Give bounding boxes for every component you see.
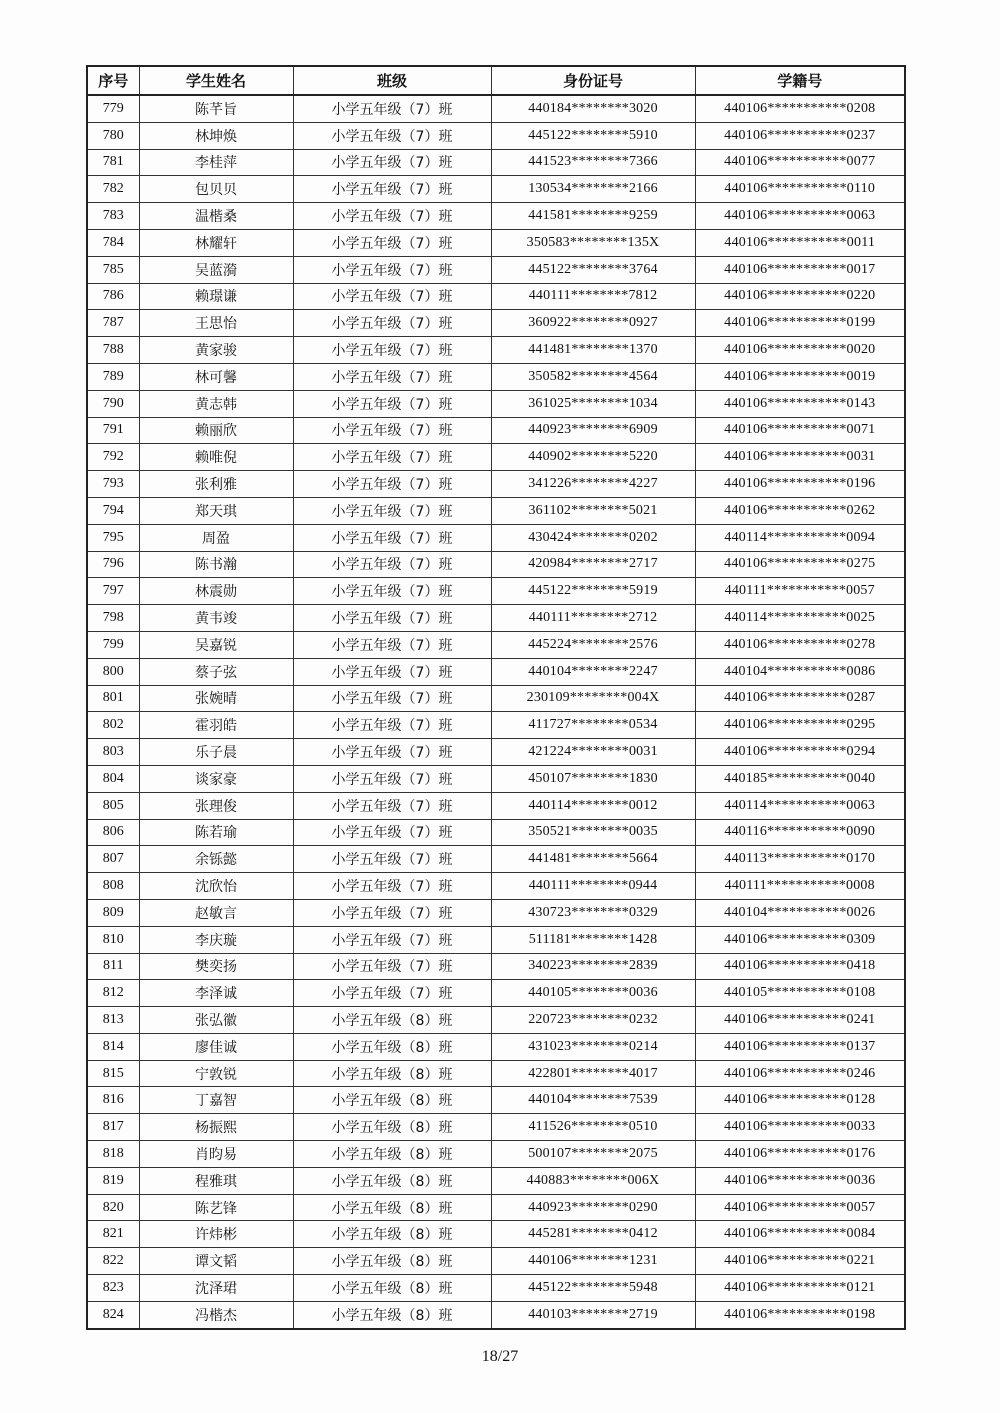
cell-serial-number: 790 — [87, 390, 139, 417]
cell-student-name: 杨振熙 — [139, 1114, 293, 1141]
cell-student-name: 张弘徽 — [139, 1007, 293, 1034]
header-student-registration-number: 学籍号 — [695, 66, 905, 95]
cell-serial-number: 793 — [87, 471, 139, 498]
cell-class: 小学五年级（7）班 — [293, 471, 491, 498]
table-row — [87, 1194, 905, 1221]
table-row — [87, 846, 905, 873]
cell-registration-number: 440106***********0137 — [695, 1033, 905, 1060]
table-row — [87, 1248, 905, 1275]
header-serial-number: 序号 — [87, 66, 139, 95]
cell-id-number: 440184********3020 — [491, 95, 695, 122]
cell-student-name: 谈家豪 — [139, 765, 293, 792]
table-row — [87, 1087, 905, 1114]
cell-registration-number: 440106***********0143 — [695, 390, 905, 417]
cell-class: 小学五年级（7）班 — [293, 765, 491, 792]
cell-class: 小学五年级（7）班 — [293, 953, 491, 980]
cell-id-number: 420984********2717 — [491, 551, 695, 578]
cell-serial-number: 779 — [87, 95, 139, 122]
cell-class: 小学五年级（7）班 — [293, 631, 491, 658]
cell-serial-number: 804 — [87, 765, 139, 792]
cell-class: 小学五年级（7）班 — [293, 203, 491, 230]
cell-id-number: 130534********2166 — [491, 176, 695, 203]
cell-registration-number: 440106***********0077 — [695, 149, 905, 176]
cell-student-name: 陈若瑜 — [139, 819, 293, 846]
cell-registration-number: 440185***********0040 — [695, 765, 905, 792]
cell-student-name: 赵敏言 — [139, 899, 293, 926]
cell-registration-number: 440106***********0019 — [695, 363, 905, 390]
cell-serial-number: 787 — [87, 310, 139, 337]
cell-class: 小学五年级（7）班 — [293, 578, 491, 605]
cell-registration-number: 440104***********0086 — [695, 658, 905, 685]
cell-class: 小学五年级（7）班 — [293, 229, 491, 256]
cell-student-name: 周盈 — [139, 524, 293, 551]
cell-serial-number: 811 — [87, 953, 139, 980]
cell-student-name: 包贝贝 — [139, 176, 293, 203]
cell-student-name: 王思怡 — [139, 310, 293, 337]
cell-serial-number: 822 — [87, 1248, 139, 1275]
cell-class: 小学五年级（7）班 — [293, 176, 491, 203]
table-row — [87, 792, 905, 819]
cell-id-number: 430424********0202 — [491, 524, 695, 551]
cell-serial-number: 810 — [87, 926, 139, 953]
cell-id-number: 431023********0214 — [491, 1033, 695, 1060]
table-row — [87, 765, 905, 792]
cell-serial-number: 785 — [87, 256, 139, 283]
cell-class: 小学五年级（8）班 — [293, 1167, 491, 1194]
cell-registration-number: 440106***********0221 — [695, 1248, 905, 1275]
cell-student-name: 赖丽欣 — [139, 417, 293, 444]
cell-registration-number: 440106***********0241 — [695, 1007, 905, 1034]
table-row — [87, 444, 905, 471]
cell-registration-number: 440114***********0025 — [695, 605, 905, 632]
cell-student-name: 郑天琪 — [139, 497, 293, 524]
cell-id-number: 220723********0232 — [491, 1007, 695, 1034]
header-student-name: 学生姓名 — [139, 66, 293, 95]
cell-student-name: 肖昀易 — [139, 1141, 293, 1168]
cell-serial-number: 781 — [87, 149, 139, 176]
table-row — [87, 926, 905, 953]
cell-serial-number: 802 — [87, 712, 139, 739]
table-row — [87, 122, 905, 149]
cell-serial-number: 799 — [87, 631, 139, 658]
cell-id-number: 511181********1428 — [491, 926, 695, 953]
cell-id-number: 440106********1231 — [491, 1248, 695, 1275]
table-row — [87, 256, 905, 283]
cell-registration-number: 440106***********0121 — [695, 1275, 905, 1302]
table-row — [87, 497, 905, 524]
cell-id-number: 445122********5919 — [491, 578, 695, 605]
cell-student-name: 宁敦锐 — [139, 1060, 293, 1087]
cell-student-name: 林可馨 — [139, 363, 293, 390]
cell-id-number: 441581********9259 — [491, 203, 695, 230]
cell-student-name: 樊奕扬 — [139, 953, 293, 980]
cell-serial-number: 783 — [87, 203, 139, 230]
cell-id-number: 500107********2075 — [491, 1141, 695, 1168]
cell-serial-number: 817 — [87, 1114, 139, 1141]
cell-id-number: 440111********2712 — [491, 605, 695, 632]
cell-id-number: 341226********4227 — [491, 471, 695, 498]
cell-serial-number: 795 — [87, 524, 139, 551]
cell-student-name: 乐子晨 — [139, 739, 293, 766]
cell-student-name: 陈书瀚 — [139, 551, 293, 578]
cell-registration-number: 440116***********0090 — [695, 819, 905, 846]
cell-registration-number: 440106***********0176 — [695, 1141, 905, 1168]
cell-registration-number: 440106***********0295 — [695, 712, 905, 739]
cell-serial-number: 805 — [87, 792, 139, 819]
cell-serial-number: 824 — [87, 1301, 139, 1328]
cell-id-number: 441481********5664 — [491, 846, 695, 873]
cell-student-name: 陈艺锋 — [139, 1194, 293, 1221]
cell-registration-number: 440106***********0057 — [695, 1194, 905, 1221]
cell-serial-number: 815 — [87, 1060, 139, 1087]
cell-id-number: 440111********0944 — [491, 873, 695, 900]
cell-student-name: 沈欣怡 — [139, 873, 293, 900]
cell-serial-number: 812 — [87, 980, 139, 1007]
cell-registration-number: 440106***********0208 — [695, 95, 905, 122]
cell-class: 小学五年级（8）班 — [293, 1087, 491, 1114]
cell-id-number: 440902********5220 — [491, 444, 695, 471]
cell-class: 小学五年级（7）班 — [293, 256, 491, 283]
table-row — [87, 953, 905, 980]
cell-id-number: 361025********1034 — [491, 390, 695, 417]
cell-serial-number: 798 — [87, 605, 139, 632]
cell-serial-number: 796 — [87, 551, 139, 578]
cell-id-number: 440883********006X — [491, 1167, 695, 1194]
cell-serial-number: 809 — [87, 899, 139, 926]
cell-student-name: 赖璟谦 — [139, 283, 293, 310]
cell-serial-number: 820 — [87, 1194, 139, 1221]
table-row — [87, 1221, 905, 1248]
table-row — [87, 1301, 905, 1328]
table-row — [87, 149, 905, 176]
header-row — [87, 66, 905, 95]
table-row — [87, 685, 905, 712]
cell-serial-number: 806 — [87, 819, 139, 846]
cell-student-name: 吴嘉锐 — [139, 631, 293, 658]
cell-registration-number: 440106***********0020 — [695, 337, 905, 364]
cell-registration-number: 440106***********0220 — [695, 283, 905, 310]
cell-student-name: 林坤焕 — [139, 122, 293, 149]
cell-id-number: 361102********5021 — [491, 497, 695, 524]
table-row — [87, 95, 905, 122]
cell-class: 小学五年级（7）班 — [293, 310, 491, 337]
cell-class: 小学五年级（7）班 — [293, 605, 491, 632]
cell-student-name: 余铄懿 — [139, 846, 293, 873]
cell-serial-number: 791 — [87, 417, 139, 444]
header-id-number: 身份证号 — [491, 66, 695, 95]
cell-id-number: 350582********4564 — [491, 363, 695, 390]
cell-registration-number: 440106***********0278 — [695, 631, 905, 658]
cell-student-name: 许炜彬 — [139, 1221, 293, 1248]
table-row — [87, 337, 905, 364]
cell-student-name: 霍羽皓 — [139, 712, 293, 739]
table-row — [87, 471, 905, 498]
cell-registration-number: 440106***********0071 — [695, 417, 905, 444]
cell-class: 小学五年级（7）班 — [293, 739, 491, 766]
table-row — [87, 390, 905, 417]
cell-serial-number: 786 — [87, 283, 139, 310]
cell-class: 小学五年级（7）班 — [293, 95, 491, 122]
header-class: 班级 — [293, 66, 491, 95]
table-row — [87, 1275, 905, 1302]
cell-class: 小学五年级（7）班 — [293, 899, 491, 926]
cell-class: 小学五年级（8）班 — [293, 1221, 491, 1248]
cell-id-number: 441523********7366 — [491, 149, 695, 176]
cell-id-number: 440114********0012 — [491, 792, 695, 819]
cell-id-number: 440104********2247 — [491, 658, 695, 685]
table-row — [87, 363, 905, 390]
cell-id-number: 411727********0534 — [491, 712, 695, 739]
cell-class: 小学五年级（8）班 — [293, 1275, 491, 1302]
cell-serial-number: 797 — [87, 578, 139, 605]
cell-class: 小学五年级（7）班 — [293, 390, 491, 417]
cell-registration-number: 440106***********0033 — [695, 1114, 905, 1141]
table-row — [87, 229, 905, 256]
student-roster-table — [86, 65, 906, 1330]
cell-id-number: 445122********3764 — [491, 256, 695, 283]
cell-class: 小学五年级（7）班 — [293, 792, 491, 819]
table-row — [87, 605, 905, 632]
cell-class: 小学五年级（8）班 — [293, 1301, 491, 1328]
cell-serial-number: 792 — [87, 444, 139, 471]
cell-serial-number: 794 — [87, 497, 139, 524]
cell-serial-number: 818 — [87, 1141, 139, 1168]
cell-registration-number: 440111***********0008 — [695, 873, 905, 900]
cell-registration-number: 440104***********0026 — [695, 899, 905, 926]
cell-class: 小学五年级（7）班 — [293, 819, 491, 846]
cell-class: 小学五年级（7）班 — [293, 873, 491, 900]
cell-serial-number: 800 — [87, 658, 139, 685]
cell-class: 小学五年级（7）班 — [293, 524, 491, 551]
cell-registration-number: 440106***********0275 — [695, 551, 905, 578]
cell-id-number: 440104********7539 — [491, 1087, 695, 1114]
cell-student-name: 张利雅 — [139, 471, 293, 498]
cell-registration-number: 440106***********0287 — [695, 685, 905, 712]
cell-id-number: 440103********2719 — [491, 1301, 695, 1328]
cell-id-number: 445281********0412 — [491, 1221, 695, 1248]
cell-student-name: 丁嘉智 — [139, 1087, 293, 1114]
table-row — [87, 1060, 905, 1087]
cell-class: 小学五年级（7）班 — [293, 846, 491, 873]
cell-registration-number: 440106***********0128 — [695, 1087, 905, 1114]
cell-class: 小学五年级（7）班 — [293, 363, 491, 390]
cell-registration-number: 440106***********0011 — [695, 229, 905, 256]
table-row — [87, 283, 905, 310]
cell-class: 小学五年级（7）班 — [293, 551, 491, 578]
table-row — [87, 176, 905, 203]
table-row — [87, 899, 905, 926]
cell-student-name: 林耀轩 — [139, 229, 293, 256]
cell-id-number: 440923********6909 — [491, 417, 695, 444]
cell-registration-number: 440106***********0017 — [695, 256, 905, 283]
cell-student-name: 林震勋 — [139, 578, 293, 605]
cell-registration-number: 440114***********0094 — [695, 524, 905, 551]
table-row — [87, 1007, 905, 1034]
cell-id-number: 450107********1830 — [491, 765, 695, 792]
cell-class: 小学五年级（7）班 — [293, 444, 491, 471]
table-row — [87, 1141, 905, 1168]
table-row — [87, 310, 905, 337]
cell-class: 小学五年级（7）班 — [293, 712, 491, 739]
cell-student-name: 冯楷杰 — [139, 1301, 293, 1328]
cell-student-name: 李桂萍 — [139, 149, 293, 176]
cell-id-number: 445224********2576 — [491, 631, 695, 658]
cell-serial-number: 808 — [87, 873, 139, 900]
cell-id-number: 445122********5948 — [491, 1275, 695, 1302]
table-row — [87, 524, 905, 551]
cell-id-number: 360922********0927 — [491, 310, 695, 337]
cell-class: 小学五年级（8）班 — [293, 1194, 491, 1221]
cell-student-name: 蔡子弦 — [139, 658, 293, 685]
cell-class: 小学五年级（7）班 — [293, 685, 491, 712]
cell-registration-number: 440106***********0084 — [695, 1221, 905, 1248]
cell-student-name: 温楷桑 — [139, 203, 293, 230]
table-row — [87, 1167, 905, 1194]
cell-class: 小学五年级（8）班 — [293, 1248, 491, 1275]
cell-serial-number: 782 — [87, 176, 139, 203]
cell-registration-number: 440106***********0036 — [695, 1167, 905, 1194]
table-row — [87, 578, 905, 605]
cell-student-name: 黄韦竣 — [139, 605, 293, 632]
cell-student-name: 赖唯倪 — [139, 444, 293, 471]
cell-class: 小学五年级（7）班 — [293, 337, 491, 364]
cell-student-name: 黄志韩 — [139, 390, 293, 417]
cell-registration-number: 440106***********0110 — [695, 176, 905, 203]
cell-serial-number: 801 — [87, 685, 139, 712]
cell-registration-number: 440106***********0246 — [695, 1060, 905, 1087]
cell-serial-number: 821 — [87, 1221, 139, 1248]
page-number: 18/27 — [481, 1348, 519, 1365]
table-row — [87, 658, 905, 685]
cell-id-number: 421224********0031 — [491, 739, 695, 766]
cell-student-name: 李泽诚 — [139, 980, 293, 1007]
cell-registration-number: 440111***********0057 — [695, 578, 905, 605]
cell-class: 小学五年级（7）班 — [293, 122, 491, 149]
cell-id-number: 430723********0329 — [491, 899, 695, 926]
cell-registration-number: 440106***********0294 — [695, 739, 905, 766]
cell-class: 小学五年级（8）班 — [293, 1141, 491, 1168]
cell-id-number: 350521********0035 — [491, 819, 695, 846]
cell-serial-number: 823 — [87, 1275, 139, 1302]
cell-student-name: 沈泽珺 — [139, 1275, 293, 1302]
cell-class: 小学五年级（7）班 — [293, 417, 491, 444]
cell-id-number: 411526********0510 — [491, 1114, 695, 1141]
cell-class: 小学五年级（7）班 — [293, 658, 491, 685]
cell-id-number: 350583********135X — [491, 229, 695, 256]
cell-registration-number: 440106***********0063 — [695, 203, 905, 230]
cell-student-name: 黄家骏 — [139, 337, 293, 364]
table-row — [87, 203, 905, 230]
cell-id-number: 340223********2839 — [491, 953, 695, 980]
table-row — [87, 819, 905, 846]
cell-class: 小学五年级（7）班 — [293, 283, 491, 310]
cell-student-name: 张婉晴 — [139, 685, 293, 712]
cell-class: 小学五年级（8）班 — [293, 1060, 491, 1087]
cell-registration-number: 440106***********0237 — [695, 122, 905, 149]
cell-student-name: 张理俊 — [139, 792, 293, 819]
cell-serial-number: 819 — [87, 1167, 139, 1194]
table-header — [87, 66, 905, 95]
cell-registration-number: 440106***********0198 — [695, 1301, 905, 1328]
cell-class: 小学五年级（7）班 — [293, 149, 491, 176]
cell-student-name: 陈芊旨 — [139, 95, 293, 122]
cell-class: 小学五年级（7）班 — [293, 980, 491, 1007]
cell-class: 小学五年级（8）班 — [293, 1033, 491, 1060]
cell-registration-number: 440106***********0309 — [695, 926, 905, 953]
table-row — [87, 551, 905, 578]
table-row — [87, 712, 905, 739]
cell-serial-number: 788 — [87, 337, 139, 364]
table-row — [87, 1033, 905, 1060]
table-row — [87, 980, 905, 1007]
cell-student-name: 廖佳诚 — [139, 1033, 293, 1060]
cell-registration-number: 440106***********0418 — [695, 953, 905, 980]
cell-class: 小学五年级（7）班 — [293, 926, 491, 953]
cell-registration-number: 440106***********0199 — [695, 310, 905, 337]
cell-student-name: 吴蓝漪 — [139, 256, 293, 283]
cell-id-number: 440111********7812 — [491, 283, 695, 310]
cell-serial-number: 813 — [87, 1007, 139, 1034]
cell-student-name: 程雅琪 — [139, 1167, 293, 1194]
cell-id-number: 440105********0036 — [491, 980, 695, 1007]
cell-id-number: 440923********0290 — [491, 1194, 695, 1221]
table-row — [87, 417, 905, 444]
table-row — [87, 739, 905, 766]
cell-serial-number: 780 — [87, 122, 139, 149]
cell-serial-number: 784 — [87, 229, 139, 256]
cell-registration-number: 440105***********0108 — [695, 980, 905, 1007]
cell-registration-number: 440113***********0170 — [695, 846, 905, 873]
cell-id-number: 422801********4017 — [491, 1060, 695, 1087]
cell-student-name: 李庆璇 — [139, 926, 293, 953]
cell-id-number: 230109********004X — [491, 685, 695, 712]
cell-class: 小学五年级（8）班 — [293, 1007, 491, 1034]
table-row — [87, 1114, 905, 1141]
cell-id-number: 445122********5910 — [491, 122, 695, 149]
cell-serial-number: 814 — [87, 1033, 139, 1060]
cell-registration-number: 440106***********0262 — [695, 497, 905, 524]
cell-serial-number: 789 — [87, 363, 139, 390]
cell-serial-number: 803 — [87, 739, 139, 766]
cell-id-number: 441481********1370 — [491, 337, 695, 364]
cell-registration-number: 440114***********0063 — [695, 792, 905, 819]
cell-registration-number: 440106***********0031 — [695, 444, 905, 471]
table-row — [87, 873, 905, 900]
cell-registration-number: 440106***********0196 — [695, 471, 905, 498]
cell-serial-number: 816 — [87, 1087, 139, 1114]
cell-class: 小学五年级（8）班 — [293, 1114, 491, 1141]
cell-serial-number: 807 — [87, 846, 139, 873]
cell-class: 小学五年级（7）班 — [293, 497, 491, 524]
table-body — [87, 95, 905, 1329]
table-row — [87, 631, 905, 658]
cell-student-name: 谭文韬 — [139, 1248, 293, 1275]
